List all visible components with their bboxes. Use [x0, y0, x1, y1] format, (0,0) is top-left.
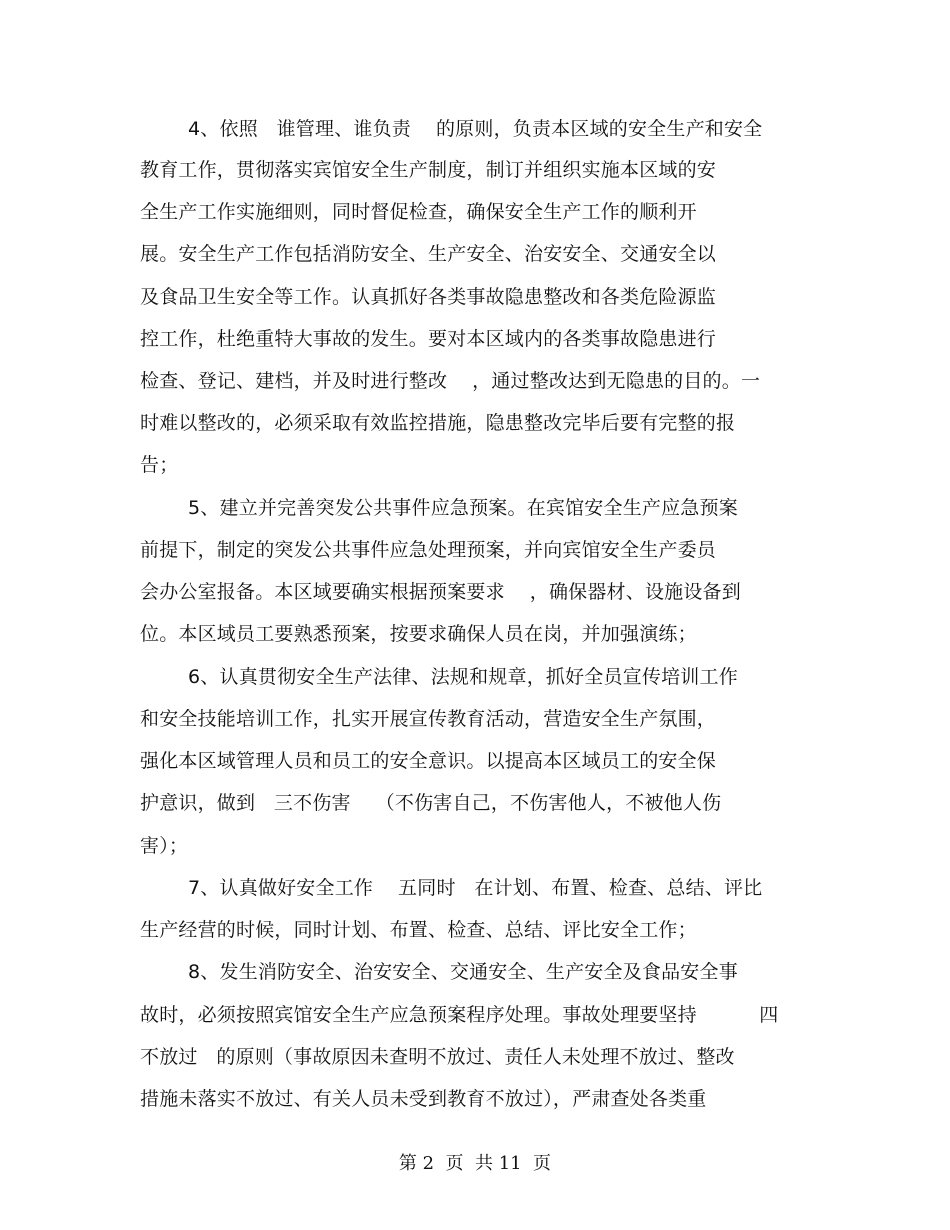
text-line: 检查、登记、建档，并及时进行整改 ，通过整改达到无隐患的目的。一: [140, 370, 761, 392]
text-line: 4、依照 谁管理、谁负责 的原则，负责本区域的安全生产和安全: [188, 118, 763, 140]
text-line: 7、认真做好安全工作 五同时 在计划、布置、检查、总结、评比: [188, 877, 763, 899]
text-line: 教育工作，贯彻落实宾馆安全生产制度，制订并组织实施本区域的安: [140, 159, 717, 181]
text-line: 时难以整改的，必须采取有效监控措施，隐患整改完毕后要有完整的报: [140, 412, 736, 434]
text-line: 位。本区域员工要熟悉预案，按要求确保人员在岗，并加强演练；: [140, 623, 697, 645]
text-line: 生产经营的时候，同时计划、布置、检查、总结、评比安全工作；: [140, 919, 697, 941]
text-line: 5、建立并完善突发公共事件应急预案。在宾馆安全生产应急预案: [188, 497, 738, 519]
text-line: 控工作，杜绝重特大事故的发生。要对本区域内的各类事故隐患进行: [140, 328, 717, 350]
text-line: 前提下，制定的突发公共事件应急处理预案，并向宾馆安全生产委员: [140, 539, 717, 561]
text-line: 会办公室报备。本区域要确实根据预案要求 ，确保器材、设施设备到: [140, 581, 741, 603]
text-line: 及食品卫生安全等工作。认真抓好各类事故隐患整改和各类危险源监: [140, 286, 717, 308]
text-line: 害）；: [140, 835, 189, 857]
page-footer: 第 2 页 共 11 页: [398, 1153, 552, 1174]
text-line: 告；: [140, 454, 179, 476]
text-line: 强化本区域管理人员和员工的安全意识。以提高本区域员工的安全保: [140, 750, 717, 772]
text-line: 护意识，做到 三不伤害 （不伤害自己，不伤害他人，不被他人伤: [140, 792, 722, 814]
text-line: 故时，必须按照宾馆安全生产应急预案程序处理。事故处理要坚持 四: [140, 1004, 779, 1026]
text-line: 和安全技能培训工作，扎实开展宣传教育活动，营造安全生产氛围，: [140, 708, 717, 730]
text-line: 全生产工作实施细则，同时督促检查，确保安全生产工作的顺利开: [140, 201, 697, 223]
text-line: 8、发生消防安全、治安安全、交通安全、生产安全及食品安全事: [188, 961, 738, 983]
text-line: 不放过 的原则（事故原因未查明不放过、责任人未处理不放过、整改: [140, 1046, 735, 1068]
text-line: 展。安全生产工作包括消防安全、生产安全、治安安全、交通安全以: [140, 243, 717, 265]
text-line: 措施未落实不放过、有关人员未受到教育不放过），严肃查处各类重: [140, 1088, 707, 1110]
text-line: 6、认真贯彻安全生产法律、法规和规章，抓好全员宣传培训工作: [188, 666, 738, 688]
